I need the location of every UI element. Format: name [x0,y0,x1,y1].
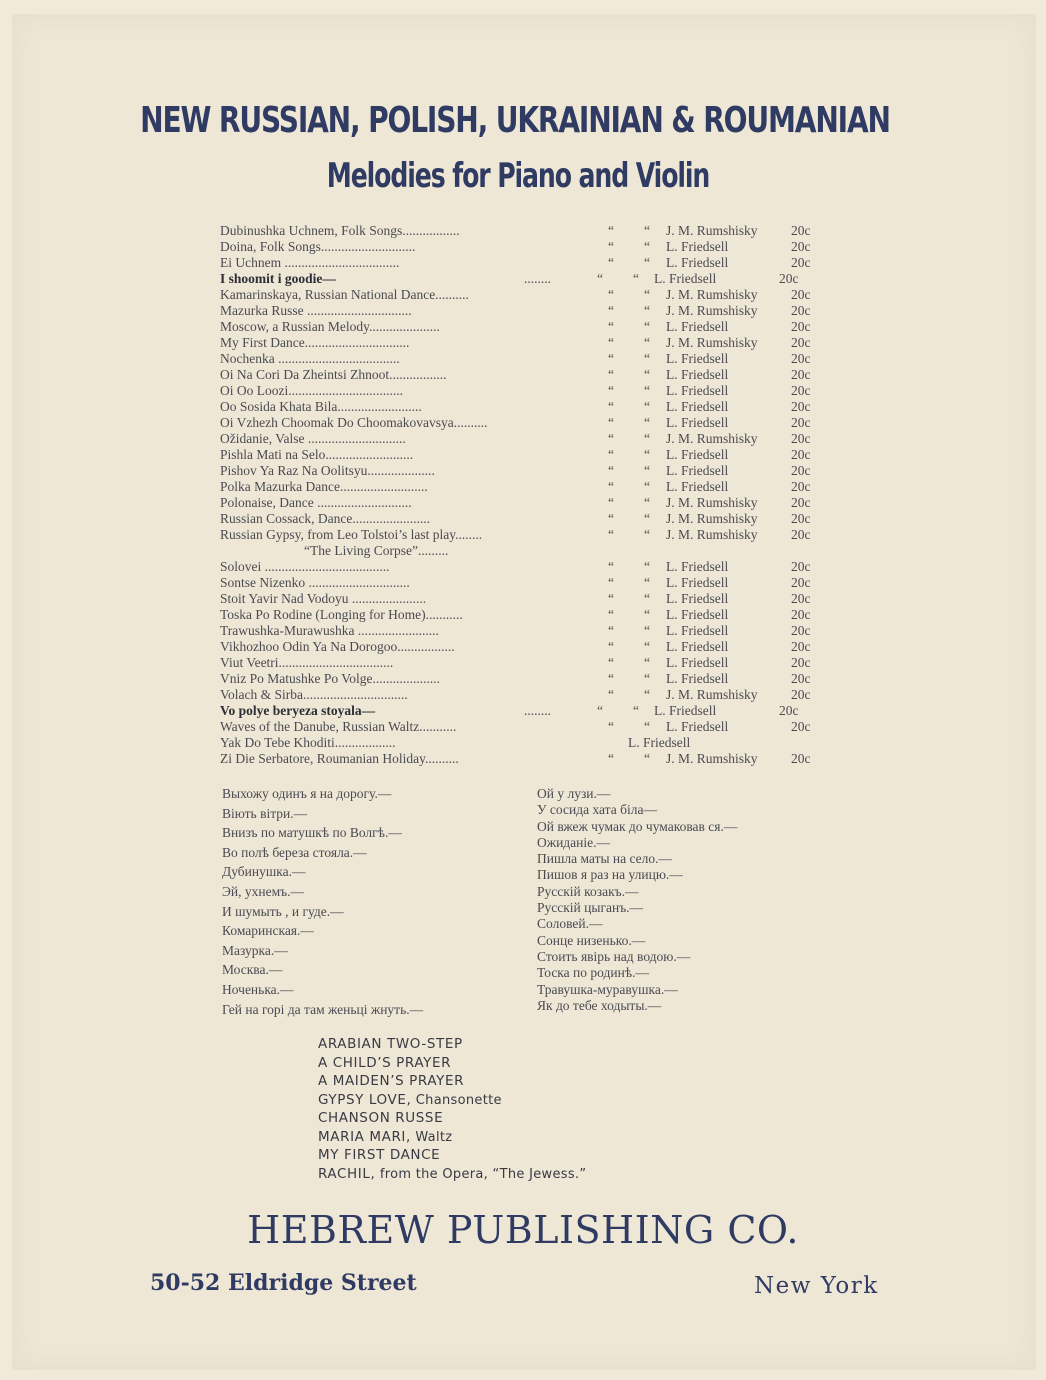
cyrillic-title: Комаринская.— [222,923,314,939]
ditto-mark: “ [608,527,614,542]
catalog-price: 20c [791,303,811,318]
catalog-row [220,431,830,447]
catalog-row [220,703,830,719]
catalog-title: Trawushka-Murawushka ........................ [220,623,439,638]
catalog-price: 20c [791,255,811,270]
catalog-author: L. Friedsell [666,239,729,254]
ditto-mark: “ [644,575,650,590]
ditto-mark: “ [644,335,650,350]
other-title-main: CHANSON RUSSE [318,1110,444,1126]
catalog-title: Stoit Yavir Nad Vodoyu ...................... [220,591,427,606]
catalog-row [220,255,830,271]
catalog-row [220,575,830,591]
other-title [318,1073,586,1092]
ditto-mark: “ [644,319,650,334]
catalog-title: Pishov Ya Raz Na Oolitsyu.................... [220,463,435,478]
catalog-title: Polonaise, Dance ............................ [220,495,412,510]
catalog-author: J. M. Rumshisky [666,527,758,542]
other-title [318,1055,586,1074]
cyrillic-title: Гей на горі да там женьці жнуть.— [222,1001,424,1017]
ditto-mark: “ [644,719,650,734]
catalog-author: J. M. Rumshisky [666,431,758,446]
catalog-price: 20c [791,495,811,510]
catalog-row [220,543,830,559]
ditto-mark: “ [608,287,614,302]
other-title-subtitle: Chansonette [411,1092,502,1108]
catalog-row [220,623,830,639]
other-publications-list [318,1036,586,1184]
catalog-author: L. Friedsell [666,639,729,654]
catalog-price: 20c [791,463,811,478]
ditto-mark: “ [608,239,614,254]
ditto-mark: “ [644,607,650,622]
ditto-mark: “ [608,463,614,478]
catalog-author: J. M. Rumshisky [666,287,758,302]
ditto-mark: “ [608,319,614,334]
catalog-price: 20c [791,623,811,638]
ditto-mark: “ [644,591,650,606]
cyrillic-title: Мазурка.— [222,942,288,958]
ditto-mark: “ [644,255,650,270]
ditto-mark: “ [644,639,650,654]
catalog-row [220,303,830,319]
catalog-title: “The Living Corpse”......... [304,543,449,558]
catalog-price: 20c [791,639,811,654]
other-title [318,1147,586,1166]
catalog-title: Yak Do Tebe Khoditi.................. [220,735,396,750]
ditto-mark: “ [644,479,650,494]
catalog-price: 20c [791,687,811,702]
page-subtitle: Melodies for Piano and Violin [326,156,710,196]
catalog-author: J. M. Rumshisky [666,335,758,350]
ditto-mark: “ [644,287,650,302]
cyrillic-title: Соловей.— [537,916,603,932]
ditto-mark: “ [644,303,650,318]
catalog-author: L. Friedsell [666,671,729,686]
ditto-mark: “ [644,447,650,462]
ditto-mark: “ [644,383,650,398]
cyrillic-title: Во полѣ береза стояла.— [222,844,367,860]
cyrillic-title: Ноченька.— [222,981,294,997]
catalog-price: 20c [791,415,811,430]
cyrillic-title: Тоска по родинѣ.— [537,965,650,981]
cyrillic-title: Внизъ по матушкѣ по Волгѣ.— [222,825,402,841]
catalog-price: 20c [791,479,811,494]
catalog-price: 20c [791,383,811,398]
catalog-author: J. M. Rumshisky [666,751,758,766]
catalog-row [220,479,830,495]
cyrillic-title: И шумыть , и гуде.— [222,903,344,919]
catalog-row [220,735,830,751]
ditto-mark: “ [644,527,650,542]
cyrillic-title: Травушка-муравушка.— [537,981,678,997]
ditto-mark: “ [608,431,614,446]
catalog-row [220,287,830,303]
other-title-subtitle: from the Opera, “The Jewess.” [375,1166,587,1182]
catalog-title: Toska Po Rodine (Longing for Home)........... [220,607,463,622]
ditto-mark: “ [644,431,650,446]
catalog-author: L. Friedsell [666,255,729,270]
catalog-price: 20c [791,511,811,526]
other-title-main: GYPSY LOVE, [318,1091,412,1108]
catalog-author: L. Friedsell [666,591,729,606]
catalog-row [220,495,830,511]
catalog-title: Dubinushka Uchnem, Folk Songs................. [220,223,460,238]
catalog-price: 20c [791,319,811,334]
ditto-mark: “ [644,223,650,238]
catalog-row [220,655,830,671]
cyrillic-titles-right [537,786,737,1014]
cyrillic-title: Выхожу одинъ я на дорогу.— [222,786,392,801]
ditto-mark: “ [608,383,614,398]
catalog-price: 20c [791,751,811,766]
other-title [318,1166,586,1185]
publisher-city: New York [754,1273,879,1299]
cyrillic-title: Русскій цыганъ.— [537,900,644,916]
catalog-title: Sontse Nizenko .............................. [220,575,410,590]
catalog-price: 20c [791,719,811,734]
catalog-title: Waves of the Danube, Russian Waltz........... [220,719,457,734]
ditto-mark: “ [644,367,650,382]
catalog-author: L. Friedsell [666,383,729,398]
catalog-author: L. Friedsell [654,703,717,718]
catalog-row [220,399,830,415]
catalog-title: Ožidanie, Valse ............................. [220,431,406,446]
other-title-main: A CHILD’S PRAYER [318,1054,452,1071]
catalog-row [220,639,830,655]
ditto-mark: “ [644,351,650,366]
catalog-author: L. Friedsell [666,719,729,734]
catalog-title: Vniz Po Matushke Po Volge.................... [220,671,441,686]
ditto-mark: “ [608,575,614,590]
catalog-title: Oi Na Cori Da Zheintsi Zhnoot................. [220,367,447,382]
catalog-title: Ei Uchnem .................................. [220,255,400,270]
ditto-mark: “ [608,367,614,382]
publisher-name: HEBREW PUBLISHING CO. [247,1208,799,1252]
ditto-mark: “ [644,463,650,478]
catalog-author: L. Friedsell [628,735,691,750]
cyrillic-title: Сонце низенько.— [537,932,646,948]
other-title [318,1092,586,1111]
ditto-mark: “ [608,255,614,270]
other-title-main: RACHIL, [318,1165,376,1182]
catalog-title: Oi Oo Loozi.................................. [220,383,403,398]
catalog-price: 20c [791,559,811,574]
ditto-mark: “ [633,703,639,718]
ditto-mark: “ [608,399,614,414]
cyrillic-title: Пишла маты на село.— [537,851,673,867]
catalog-row [220,271,830,287]
ditto-mark: “ [608,671,614,686]
ditto-mark: “ [608,751,614,766]
catalog-author: L. Friedsell [666,655,729,670]
other-title [318,1110,586,1129]
catalog-price: 20c [791,431,811,446]
catalog-row [220,367,830,383]
ditto-mark: “ [644,511,650,526]
catalog-title: Doina, Folk Songs............................ [220,239,416,254]
ditto-mark: “ [608,223,614,238]
catalog-row [220,223,830,239]
catalog-row [220,559,830,575]
catalog-row [220,335,830,351]
catalog-row [220,319,830,335]
other-title [318,1129,586,1148]
catalog-title: Russian Cossack, Dance....................... [220,511,430,526]
catalog-row [220,719,830,735]
ditto-mark: “ [608,303,614,318]
catalog-row [220,751,830,767]
ditto-mark: “ [608,719,614,734]
catalog-row [220,591,830,607]
cyrillic-title: Ой вжеж чумак до чумаковав ся.— [537,818,738,834]
catalog-price: 20c [791,447,811,462]
catalog-title: My First Dance............................... [220,335,410,350]
catalog-row [220,527,830,543]
cyrillic-title: Ой у лузи.— [537,786,611,801]
catalog-author: L. Friedsell [666,319,729,334]
catalog-price: 20c [791,351,811,366]
catalog-title: Oo Sosida Khata Bila......................... [220,399,422,414]
catalog-price: 20c [791,367,811,382]
ditto-mark: “ [644,559,650,574]
catalog-title: Volach & Sirba............................... [220,687,408,702]
ditto-mark: “ [608,687,614,702]
catalog-author: L. Friedsell [666,575,729,590]
catalog-price: 20c [779,703,799,718]
catalog-author: L. Friedsell [666,399,729,414]
catalog-author: L. Friedsell [666,351,729,366]
ditto-mark: “ [608,351,614,366]
catalog-author: L. Friedsell [666,607,729,622]
cyrillic-title: У сосида хата біла— [537,802,657,818]
catalog-title: Pishla Mati na Selo.......................... [220,447,414,462]
ditto-mark: “ [608,655,614,670]
catalog-price: 20c [791,239,811,254]
ditto-mark: “ [608,479,614,494]
cyrillic-title: Віють вітри.— [222,805,308,821]
catalog-author: J. M. Rumshisky [666,687,758,702]
catalog-row [220,511,830,527]
catalog-price: 20c [791,591,811,606]
page-title: NEW RUSSIAN, POLISH, UKRAINIAN & ROUMANIAN [140,100,890,141]
ditto-mark: “ [644,495,650,510]
catalog-title: Solovei ..................................... [220,559,390,574]
cyrillic-title: Москва.— [222,962,283,978]
catalog-row [220,687,830,703]
catalog-title: Vikhozhoo Odin Ya Na Dorogoo................. [220,639,455,654]
catalog-title: I shoomit i goodie— [220,271,336,286]
ditto-mark: “ [644,687,650,702]
ditto-mark: “ [608,559,614,574]
catalog-author: L. Friedsell [666,415,729,430]
catalog-title: Moscow, a Russian Melody..................... [220,319,440,334]
ditto-mark: “ [608,511,614,526]
ditto-mark: “ [644,751,650,766]
catalog-price: 20c [791,671,811,686]
catalog-title: Mazurka Russe ............................... [220,303,412,318]
catalog-row [220,671,830,687]
cyrillic-title: Пишов я раз на улицю.— [537,867,683,883]
catalog-row [220,383,830,399]
catalog-title: Russian Gypsy, from Leo Tolstoi’s last play........ [220,527,483,542]
publisher-address: 50-52 Eldridge Street [150,1270,417,1296]
ditto-mark: “ [597,703,603,718]
ditto-mark: “ [644,671,650,686]
catalog-row [220,351,830,367]
catalog-title: Kamarinskaya, Russian National Dance.......... [220,287,469,302]
catalog-author: J. M. Rumshisky [666,303,758,318]
other-title-main: MY FIRST DANCE [318,1147,441,1163]
catalog-row [220,463,830,479]
cyrillic-title: Ожиданіе.— [537,834,611,850]
ditto-mark: “ [608,591,614,606]
catalog-author: L. Friedsell [666,463,729,478]
catalog-author: L. Friedsell [666,367,729,382]
other-title-main: ARABIAN TWO-STEP [318,1036,463,1052]
ditto-mark: “ [608,335,614,350]
cyrillic-title: Стоить явірь над водою.— [537,948,691,964]
catalog-author: J. M. Rumshisky [666,511,758,526]
catalog-price: 20c [791,527,811,542]
catalog-author: L. Friedsell [666,559,729,574]
catalog-row [220,415,830,431]
ditto-mark: “ [633,271,639,286]
catalog-title: Nochenka .................................... [220,351,400,366]
cyrillic-title: Русскій козакъ.— [537,883,639,899]
catalog-title: Polka Mazurka Dance.......................... [220,479,428,494]
catalog-price: 20c [791,399,811,414]
catalog-row [220,607,830,623]
catalog-price: 20c [791,335,811,350]
catalog-price: 20c [779,271,799,286]
ditto-mark: “ [597,271,603,286]
cyrillic-title: Эй, ухнемъ.— [222,883,305,899]
ditto-mark: “ [608,639,614,654]
ditto-mark: “ [644,399,650,414]
catalog-row [220,447,830,463]
catalog-list [220,223,830,767]
catalog-title: Zi Die Serbatore, Roumanian Holiday.......... [220,751,459,766]
catalog-price: 20c [791,223,811,238]
leader-dots: ........ [524,703,551,718]
other-title-subtitle: Waltz [410,1129,453,1145]
ditto-mark: “ [644,239,650,254]
other-title-main: A MAIDEN’S PRAYER [318,1073,465,1089]
catalog-price: 20c [791,655,811,670]
ditto-mark: “ [608,607,614,622]
catalog-author: L. Friedsell [666,447,729,462]
ditto-mark: “ [608,623,614,638]
catalog-title: Vo polye beryeza stoyala— [220,703,376,718]
catalog-row [220,239,830,255]
cyrillic-title: Як до тебе ходыты.— [537,997,662,1013]
catalog-price: 20c [791,607,811,622]
other-title [318,1036,586,1055]
catalog-price: 20c [791,287,811,302]
catalog-author: J. M. Rumshisky [666,495,758,510]
catalog-title: Oi Vzhezh Choomak Do Choomakovavsya.......... [220,415,488,430]
catalog-author: L. Friedsell [666,479,729,494]
other-title-main: MARIA MARI, [318,1128,411,1145]
catalog-author: L. Friedsell [654,271,717,286]
catalog-price: 20c [791,575,811,590]
ditto-mark: “ [644,623,650,638]
ditto-mark: “ [644,415,650,430]
ditto-mark: “ [608,415,614,430]
catalog-title: Viut Veetri.................................. [220,655,394,670]
cyrillic-titles-left [222,784,423,1019]
catalog-author: J. M. Rumshisky [666,223,758,238]
ditto-mark: “ [608,495,614,510]
ditto-mark: “ [644,655,650,670]
cyrillic-title: Дубинушка.— [222,864,306,880]
catalog-author: L. Friedsell [666,623,729,638]
ditto-mark: “ [608,447,614,462]
leader-dots: ........ [524,271,551,286]
